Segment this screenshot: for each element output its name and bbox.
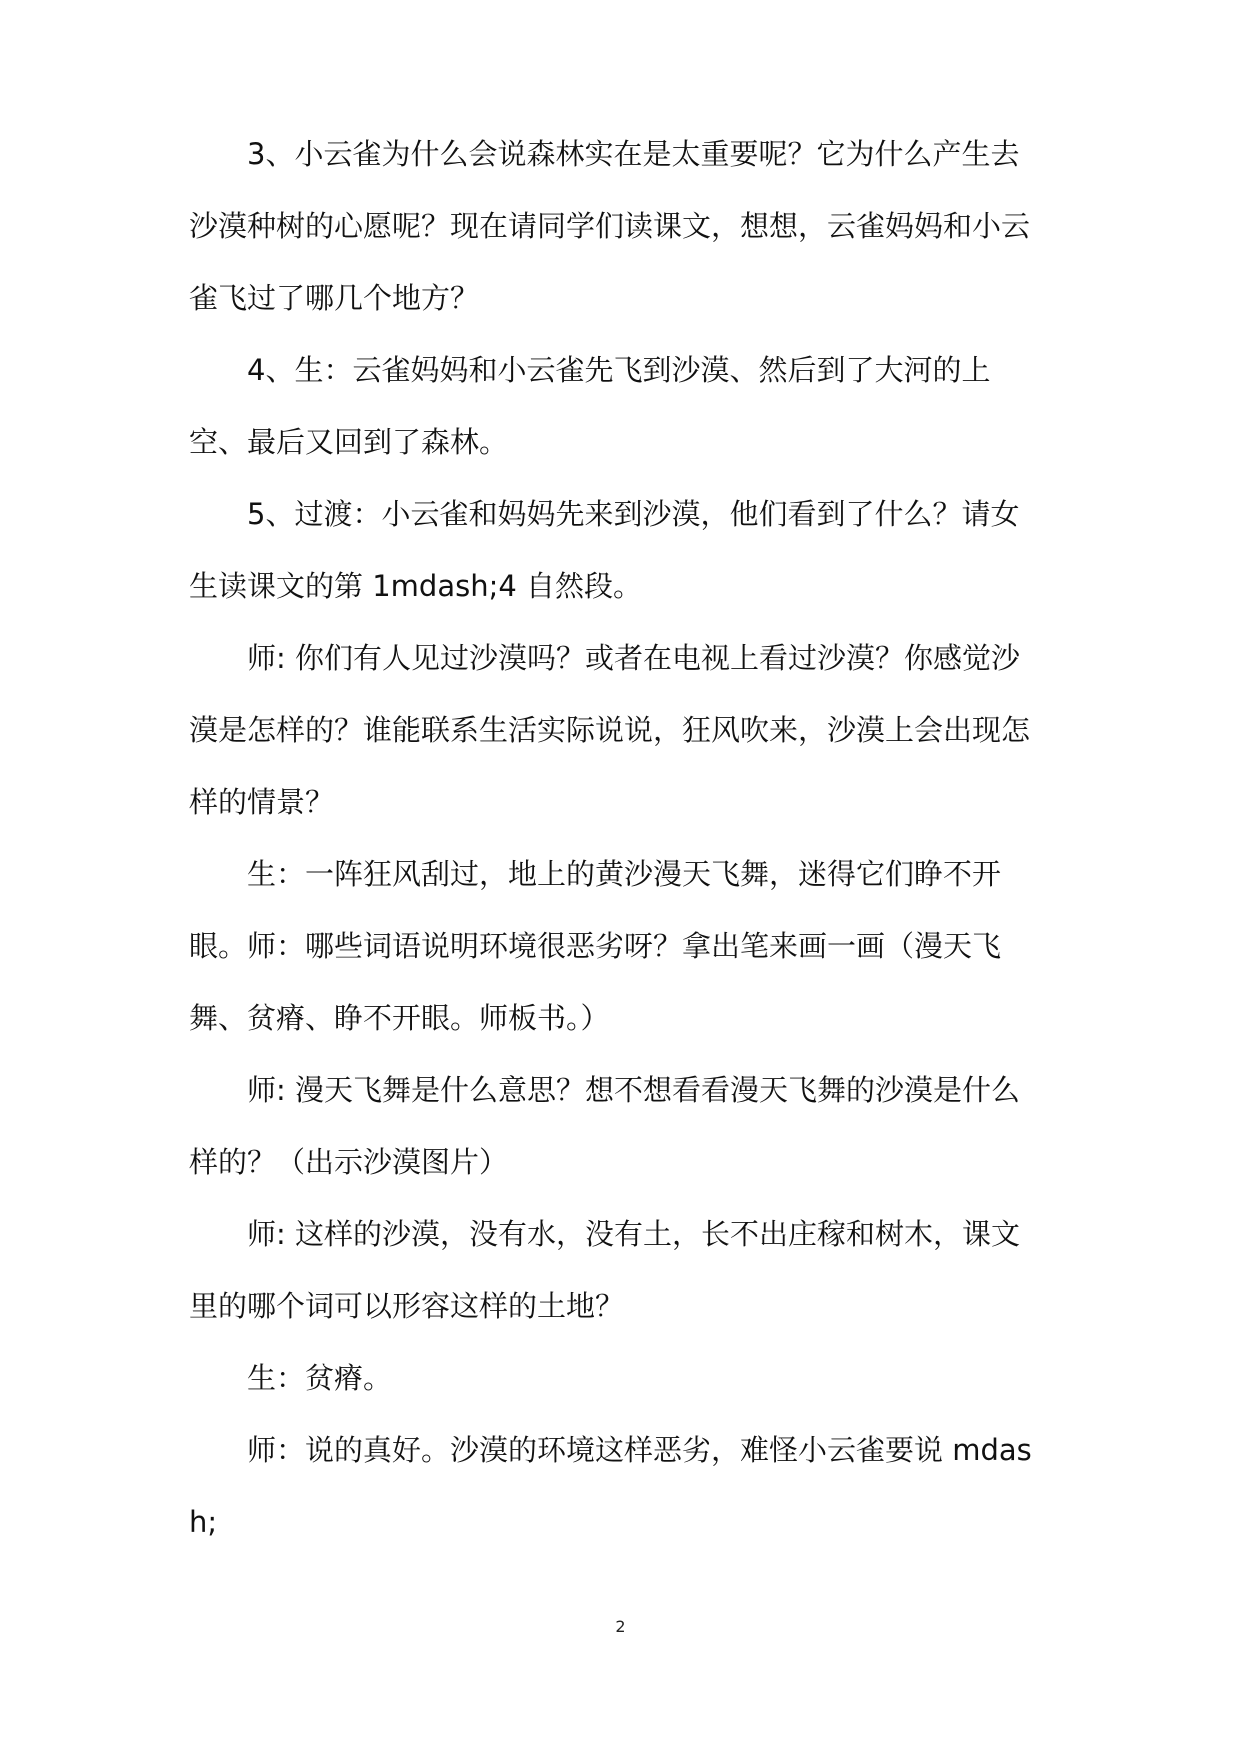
page-number: 2 — [615, 1617, 626, 1636]
paragraph-student-answer: 生：一阵狂风刮过，地上的黄沙漫天飞舞，迷得它们睁不开眼。 — [189, 857, 1002, 963]
paragraph-5: 5、过渡：小云雀和妈妈先来到沙漠，他们看到了什么？请女生读课文的第 1mdash;4 自然段。 — [189, 497, 1020, 603]
paragraph-student-barren: 生：贫瘠。 — [247, 1361, 393, 1395]
paragraph-4: 4、生：云雀妈妈和小云雀先飞到沙漠、然后到了大河的上空、最后又回到了森林。 — [189, 353, 991, 459]
paragraph-teacher-praise: 师：说的真好。沙漠的环境这样恶劣，难怪小云雀要说 mdash; — [189, 1433, 1032, 1539]
paragraph-teacher-question: 师: 你们有人见过沙漠吗？或者在电视上看过沙漠？你感觉沙漠是怎样的？谁能联系生活实际说说，狂风吹来，沙漠上会出现怎样的情景？ — [189, 641, 1031, 819]
paragraph-3: 3、小云雀为什么会说森林实在是太重要呢？它为什么产生去沙漠种树的心愿呢？现在请同学们读课文，想想，云雀妈妈和小云雀飞过了哪几个地方？ — [189, 137, 1031, 315]
paragraph-teacher-meaning: 师: 漫天飞舞是什么意思？想不想看看漫天飞舞的沙漠是什么样的？（出示沙漠图片） — [189, 1073, 1020, 1179]
paragraph-teacher-land: 师: 这样的沙漠，没有水，没有土，长不出庄稼和树木，课文里的哪个词可以形容这样的土地？ — [189, 1217, 1020, 1323]
paragraph-teacher-words: 师：哪些词语说明环境很恶劣呀？拿出笔来画一画（漫天飞舞、贫瘠、睁不开眼。师板书。） — [189, 929, 1002, 1035]
